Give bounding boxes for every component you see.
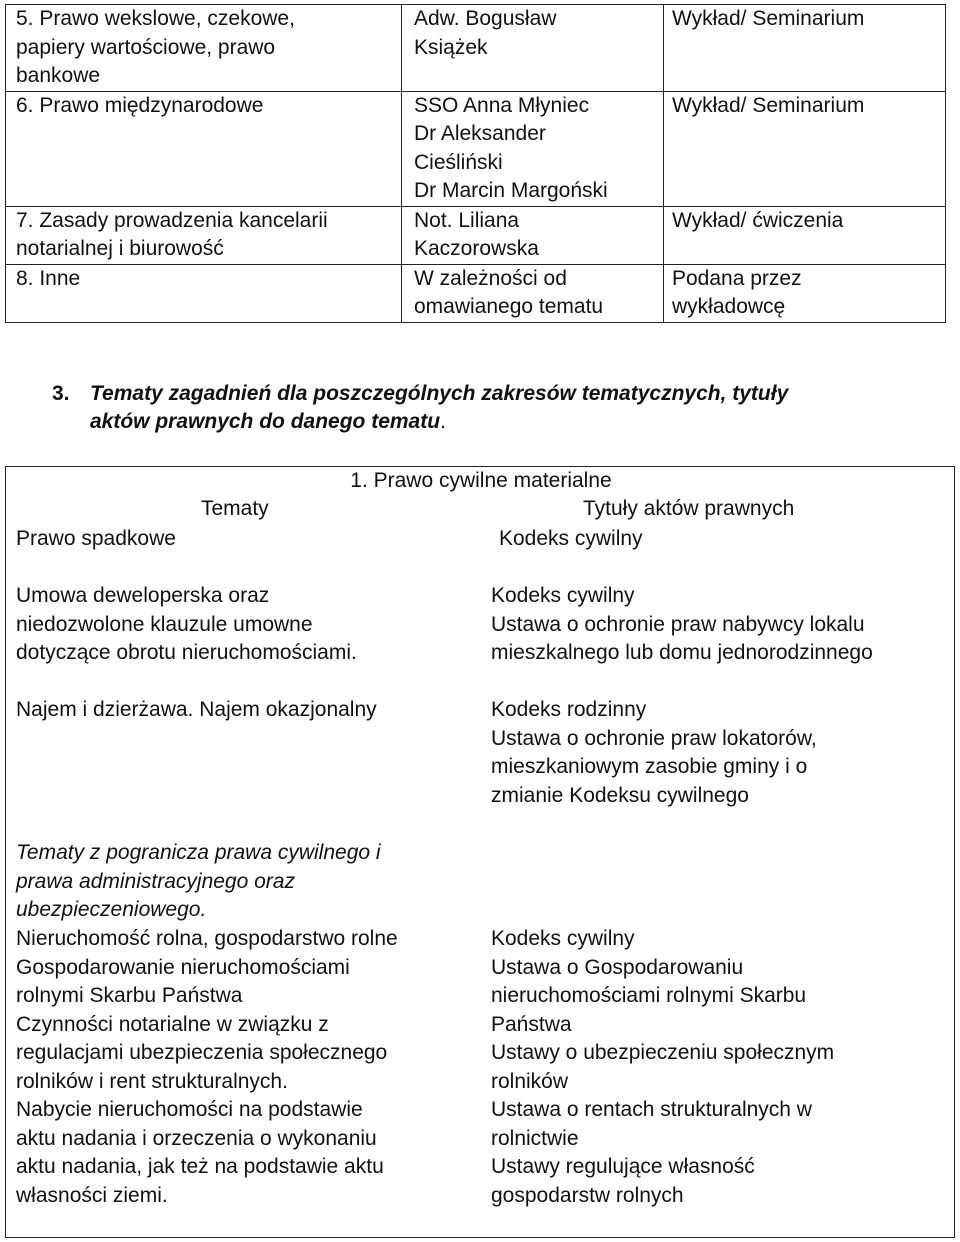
table-row [6,264,946,322]
subject-cell [6,91,402,206]
column-header-acts: Tytuły aktów prawnych [583,497,795,520]
topic-item [16,525,476,554]
topic-item [16,582,476,668]
text-line: niedozwolone klauzule umowne [16,612,313,636]
text-line: 6. Prawo międzynarodowe [16,93,264,117]
text-line: Kodeks cywilny [499,527,643,550]
lecturer-cell [402,91,664,206]
section-title-end: . [440,410,446,433]
column-header-topics: Tematy [201,497,269,520]
subject-cell [6,5,402,92]
text-line: własności ziemi. [16,1183,168,1207]
text-line: ubezpieczeniowego. [16,898,207,921]
section-title-line: Tematy zagadnień dla poszczególnych zakresów tematycznych, tytuły [90,382,789,405]
text-line: rolnictwie [491,1126,579,1150]
courses-table [5,4,946,323]
text-line: prawa administracyjnego oraz [16,869,295,893]
section-number: 3. [52,382,70,405]
text-line: rolnymi Skarbu Państwa [16,984,243,1007]
topic-list [16,925,476,1210]
text-line: papiery wartościowe, prawo [16,35,276,59]
text-line: 8. Inne [16,266,81,290]
form-cell [664,5,946,92]
act-list [491,925,951,1210]
lecturer-cell [402,206,664,264]
text-line: nieruchomościami rolnymi Skarbu [491,984,807,1007]
text-line: notarialnej i biurowość [16,237,224,260]
text-line: Wykład/ Seminarium [672,93,865,117]
text-line: Nieruchomość rolna, gospodarstwo rolne [16,927,398,950]
text-line: rolników i rent strukturalnych. [16,1069,288,1093]
text-line: Ustawa o ochronie praw nabywcy lokalu [491,612,865,636]
subsection-heading [16,839,476,925]
section-heading [52,380,932,436]
text-line: zmianie Kodeksu cywilnego [491,783,749,807]
form-cell [664,206,946,264]
text-line: dotyczące obrotu nieruchomościami. [16,641,357,664]
text-line: Czynności notarialne w związku z [16,1012,329,1036]
text-line: rolników [491,1069,569,1093]
text-line: 5. Prawo wekslowe, czekowe, [16,7,295,30]
text-line: Wykład/ Seminarium [672,7,865,30]
act-item [499,525,949,554]
text-line: Ustawy o ubezpieczeniu społecznym [491,1041,835,1064]
text-line: Not. Liliana [414,208,520,232]
text-line: Najem i dzierżawa. Najem okazjonalny [16,698,377,721]
text-line: Umowa deweloperska oraz [16,584,270,607]
subject-cell [6,264,402,322]
text-line: bankowe [16,64,101,87]
text-line: Kaczorowska [414,237,539,260]
text-line: Nabycie nieruchomości na podstawie [16,1098,363,1121]
topics-table [5,466,955,1238]
text-line: Kodeks cywilny [491,584,635,607]
form-cell [664,91,946,206]
text-line: Prawo spadkowe [16,527,176,550]
text-line: gospodarstw rolnych [491,1183,684,1207]
table-row [6,5,946,92]
form-cell [664,264,946,322]
text-line: wykładowcę [672,295,786,318]
text-line: Cieśliński [414,150,503,174]
text-line: aktu nadania i orzeczenia o wykonaniu [16,1126,377,1150]
act-item [491,582,951,668]
text-line: Kodeks rodzinny [491,698,647,721]
text-line: Dr Marcin Margoński [414,179,608,202]
text-line: Ustawy regulujące własność [491,1155,755,1178]
text-line: Wykład/ ćwiczenia [672,208,844,232]
text-line: Kodeks cywilny [491,927,635,950]
text-line: mieszkaniowym zasobie gminy i o [491,755,808,778]
text-line: Tematy z pogranicza prawa cywilnego i [16,841,381,864]
lecturer-cell [402,5,664,92]
topic-item [16,696,476,725]
text-line: Podana przez [672,266,802,290]
text-line: Ustawa o ochronie praw lokatorów, [491,726,817,750]
text-line: Gospodarowanie nieruchomościami [16,955,350,979]
text-line: Dr Aleksander [414,122,546,145]
lecturer-cell [402,264,664,322]
act-item [491,696,951,810]
text-line: Państwa [491,1012,572,1036]
text-line: SSO Anna Młyniec [414,93,590,117]
table-row [6,206,946,264]
text-line: omawianego tematu [414,295,604,318]
section-title-line: aktów prawnych do danego tematu [90,410,441,433]
table-row [6,91,946,206]
text-line: Adw. Bogusław [414,7,557,30]
text-line: regulacjami ubezpieczenia społecznego [16,1041,388,1064]
text-line: Książek [414,35,488,59]
subject-cell [6,206,402,264]
subsection-title: 1. Prawo cywilne materialne [350,469,612,492]
text-line: 7. Zasady prowadzenia kancelarii [16,208,328,232]
text-line: Ustawa o Gospodarowaniu [491,955,744,979]
text-line: aktu nadania, jak też na podstawie aktu [16,1155,384,1178]
text-line: mieszkalnego lub domu jednorodzinnego [491,641,873,664]
text-line: Ustawa o rentach strukturalnych w [491,1098,812,1121]
text-line: W zależności od [414,266,567,290]
